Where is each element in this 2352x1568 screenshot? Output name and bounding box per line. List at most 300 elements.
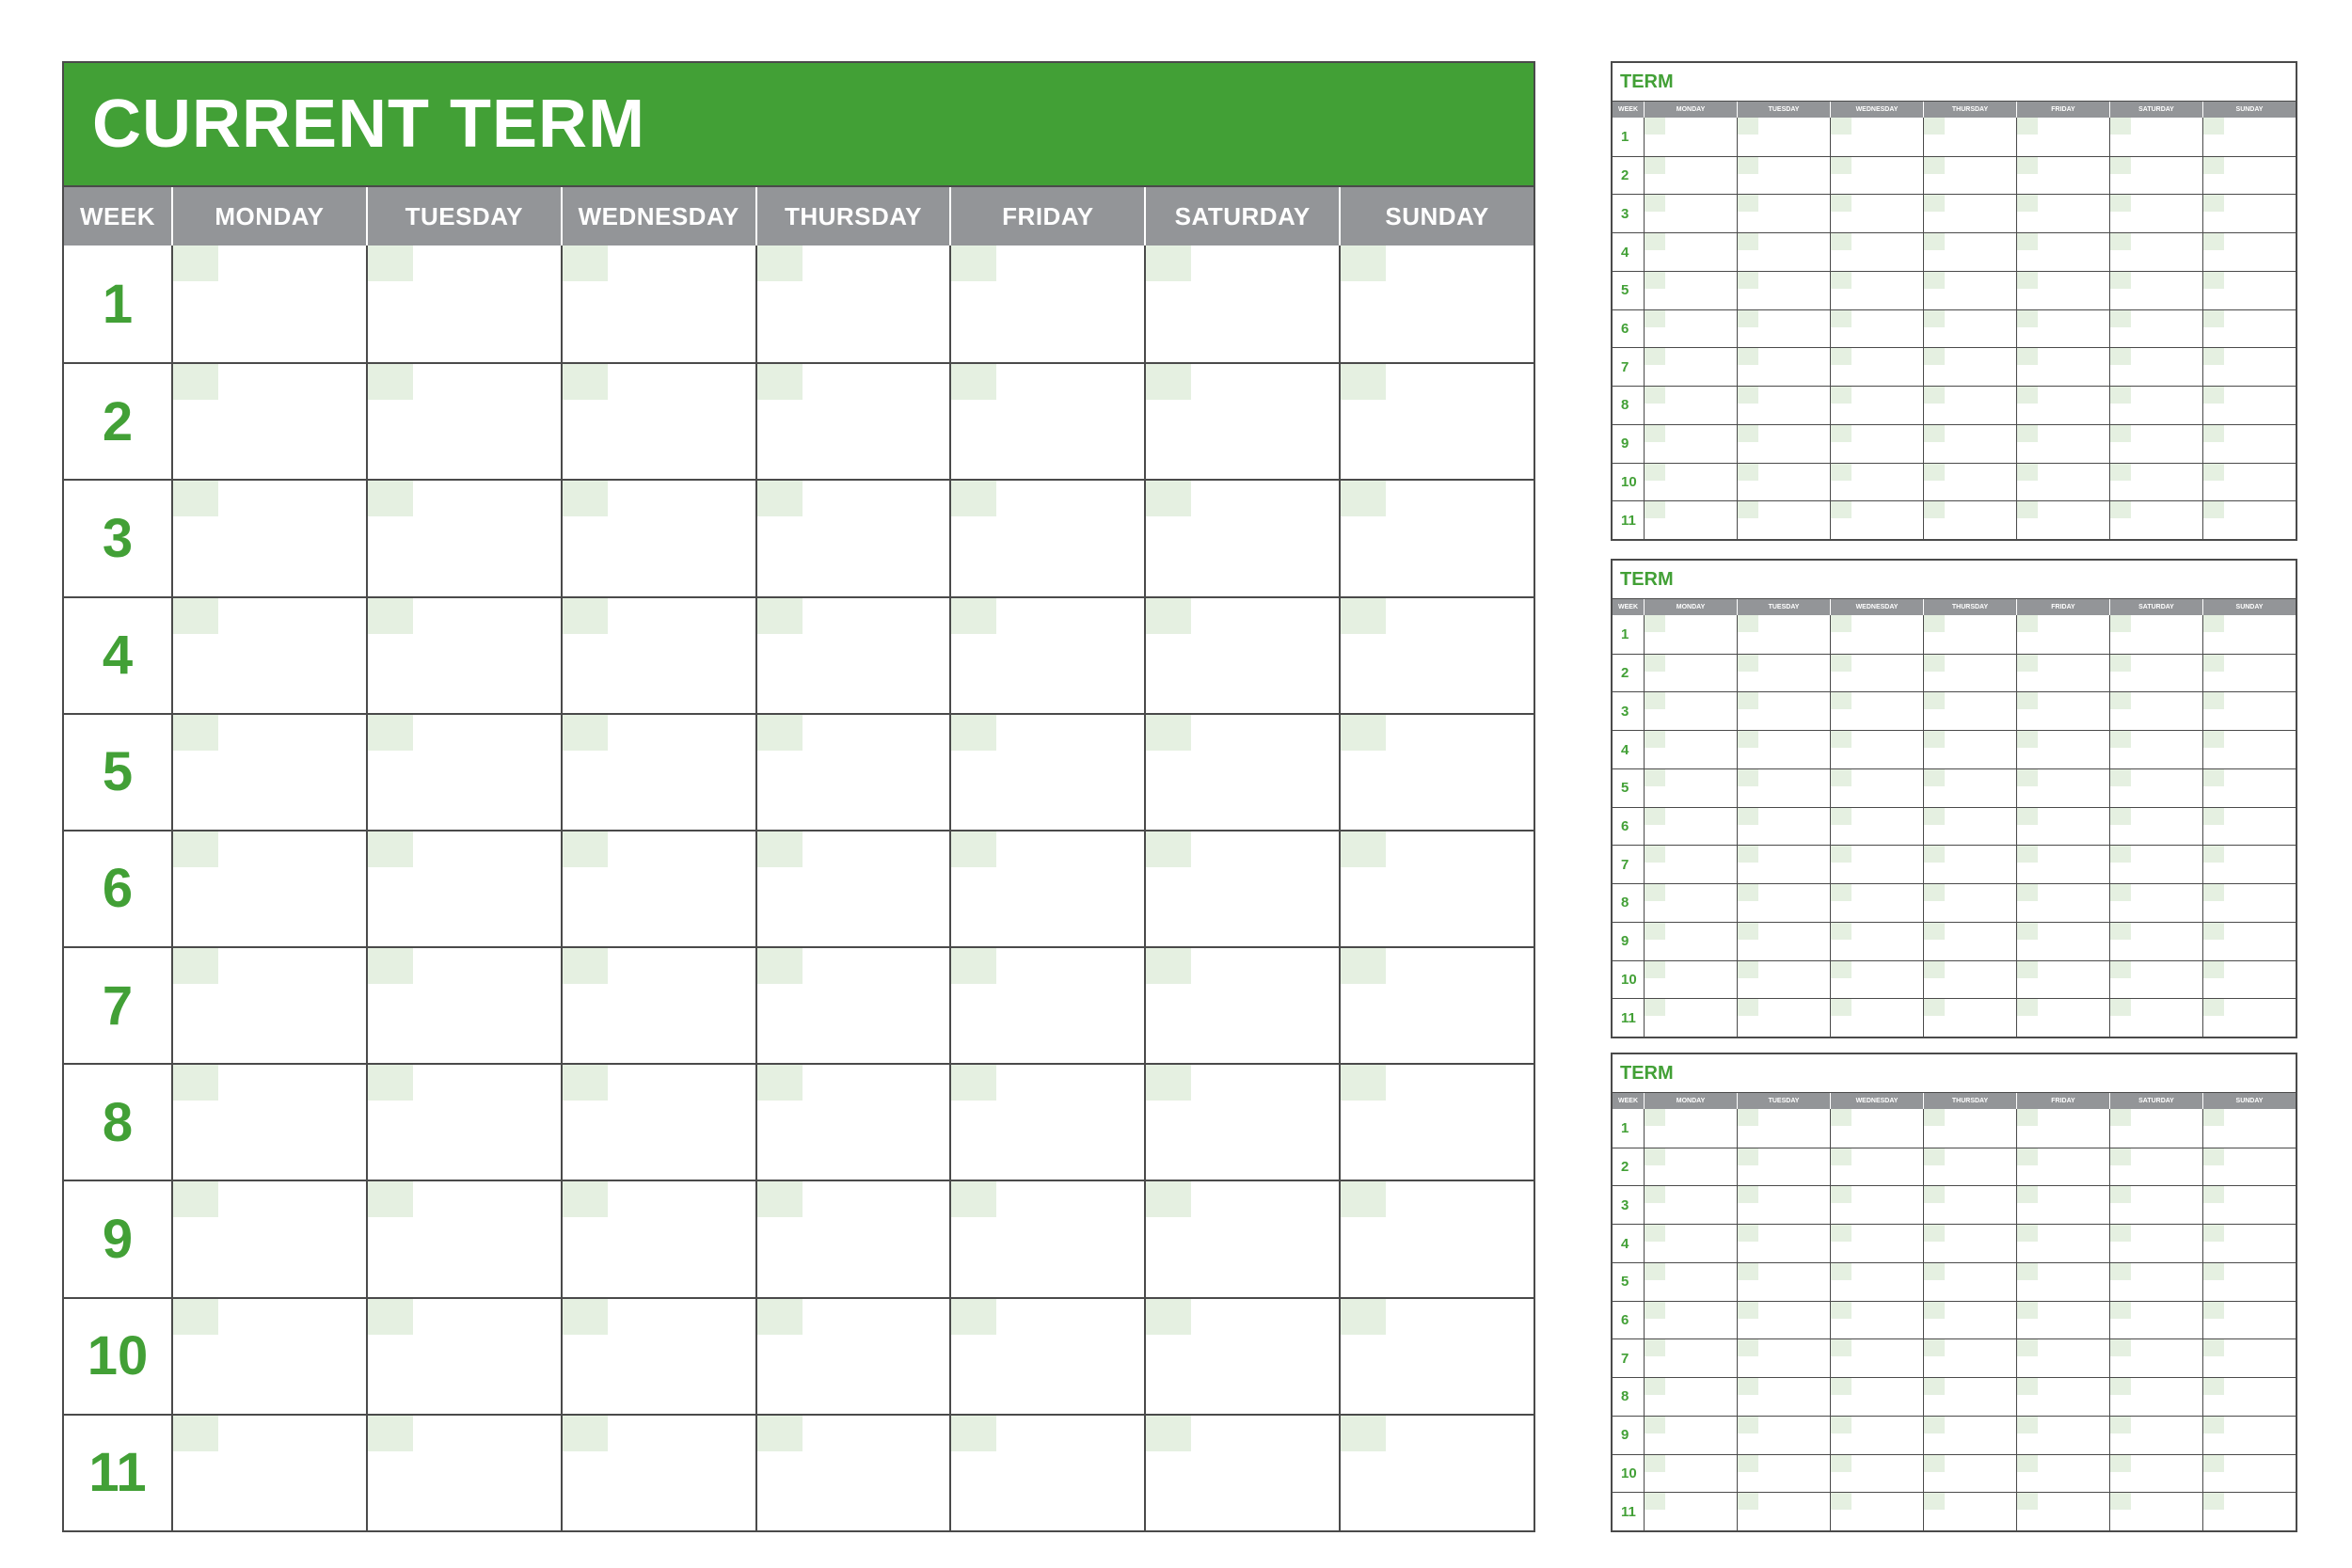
date-box[interactable] xyxy=(951,245,996,281)
day-cell[interactable] xyxy=(1339,1297,1534,1414)
date-box[interactable] xyxy=(1645,195,1665,212)
date-box[interactable] xyxy=(757,364,803,400)
day-cell[interactable] xyxy=(2202,156,2296,195)
date-box[interactable] xyxy=(1645,884,1665,901)
date-box[interactable] xyxy=(1645,846,1665,863)
day-cell[interactable] xyxy=(171,479,366,595)
date-box[interactable] xyxy=(2110,1378,2131,1395)
date-box[interactable] xyxy=(2110,1417,2131,1433)
day-cell[interactable] xyxy=(1737,768,1830,807)
day-cell[interactable] xyxy=(2016,615,2109,654)
date-box[interactable] xyxy=(1924,195,1945,212)
day-cell[interactable] xyxy=(1830,1301,1923,1339)
date-box[interactable] xyxy=(2110,692,2131,709)
date-box[interactable] xyxy=(1645,1455,1665,1472)
day-cell[interactable] xyxy=(1737,309,1830,348)
day-cell[interactable] xyxy=(1339,1414,1534,1530)
date-box[interactable] xyxy=(2203,272,2224,289)
day-cell[interactable] xyxy=(2109,1262,2202,1301)
date-box[interactable] xyxy=(2203,808,2224,825)
day-cell[interactable] xyxy=(1144,713,1339,830)
day-cell[interactable] xyxy=(1644,807,1737,846)
date-box[interactable] xyxy=(1645,157,1665,174)
date-box[interactable] xyxy=(1738,1186,1758,1203)
day-cell[interactable] xyxy=(1644,654,1737,692)
day-cell[interactable] xyxy=(2109,1454,2202,1493)
date-box[interactable] xyxy=(2110,961,2131,978)
date-box[interactable] xyxy=(2203,999,2224,1016)
date-box[interactable] xyxy=(1924,808,1945,825)
date-box[interactable] xyxy=(368,715,413,751)
day-cell[interactable] xyxy=(1923,615,2016,654)
date-box[interactable] xyxy=(173,715,218,751)
day-cell[interactable] xyxy=(1923,1224,2016,1262)
day-cell[interactable] xyxy=(2202,960,2296,999)
day-cell[interactable] xyxy=(1830,500,1923,539)
date-box[interactable] xyxy=(1831,808,1851,825)
day-cell[interactable] xyxy=(561,830,755,946)
day-cell[interactable] xyxy=(2202,500,2296,539)
date-box[interactable] xyxy=(1645,1186,1665,1203)
day-cell[interactable] xyxy=(1644,883,1737,922)
day-cell[interactable] xyxy=(1339,830,1534,946)
date-box[interactable] xyxy=(1924,118,1945,135)
date-box[interactable] xyxy=(1831,272,1851,289)
day-cell[interactable] xyxy=(2202,118,2296,156)
date-box[interactable] xyxy=(2203,501,2224,518)
date-box[interactable] xyxy=(1924,1225,1945,1242)
day-cell[interactable] xyxy=(1923,194,2016,232)
date-box[interactable] xyxy=(2203,233,2224,250)
day-cell[interactable] xyxy=(366,362,561,479)
date-box[interactable] xyxy=(1738,425,1758,442)
day-cell[interactable] xyxy=(1923,691,2016,730)
date-box[interactable] xyxy=(757,1181,803,1217)
day-cell[interactable] xyxy=(1644,845,1737,883)
day-cell[interactable] xyxy=(1644,1338,1737,1377)
day-cell[interactable] xyxy=(755,1063,950,1180)
date-box[interactable] xyxy=(173,1065,218,1101)
day-cell[interactable] xyxy=(2202,386,2296,424)
day-cell[interactable] xyxy=(2016,386,2109,424)
date-box[interactable] xyxy=(1645,1493,1665,1510)
day-cell[interactable] xyxy=(1339,946,1534,1063)
date-box[interactable] xyxy=(563,598,608,634)
day-cell[interactable] xyxy=(2202,347,2296,386)
day-cell[interactable] xyxy=(2202,998,2296,1037)
date-box[interactable] xyxy=(1924,1417,1945,1433)
day-cell[interactable] xyxy=(2202,1301,2296,1339)
date-box[interactable] xyxy=(1341,1181,1386,1217)
date-box[interactable] xyxy=(1831,1378,1851,1395)
date-box[interactable] xyxy=(1738,195,1758,212)
day-cell[interactable] xyxy=(2109,1377,2202,1416)
day-cell[interactable] xyxy=(2202,1492,2296,1530)
day-cell[interactable] xyxy=(171,1063,366,1180)
day-cell[interactable] xyxy=(755,830,950,946)
day-cell[interactable] xyxy=(2109,922,2202,960)
date-box[interactable] xyxy=(2203,387,2224,404)
date-box[interactable] xyxy=(2017,1263,2038,1280)
date-box[interactable] xyxy=(1924,272,1945,289)
date-box[interactable] xyxy=(1645,999,1665,1016)
day-cell[interactable] xyxy=(1644,463,1737,501)
date-box[interactable] xyxy=(2110,233,2131,250)
day-cell[interactable] xyxy=(2202,768,2296,807)
date-box[interactable] xyxy=(2017,1109,2038,1126)
date-box[interactable] xyxy=(2110,272,2131,289)
day-cell[interactable] xyxy=(1737,998,1830,1037)
date-box[interactable] xyxy=(1924,1493,1945,1510)
date-box[interactable] xyxy=(1831,884,1851,901)
day-cell[interactable] xyxy=(1339,479,1534,595)
day-cell[interactable] xyxy=(1830,1454,1923,1493)
date-box[interactable] xyxy=(1831,1148,1851,1165)
date-box[interactable] xyxy=(563,1416,608,1451)
day-cell[interactable] xyxy=(755,1180,950,1296)
day-cell[interactable] xyxy=(1923,1185,2016,1224)
date-box[interactable] xyxy=(563,481,608,516)
date-box[interactable] xyxy=(1924,1302,1945,1319)
date-box[interactable] xyxy=(173,948,218,984)
day-cell[interactable] xyxy=(561,479,755,595)
day-cell[interactable] xyxy=(2016,271,2109,309)
day-cell[interactable] xyxy=(1644,1492,1737,1530)
date-box[interactable] xyxy=(1738,923,1758,940)
day-cell[interactable] xyxy=(1644,730,1737,768)
date-box[interactable] xyxy=(1924,425,1945,442)
date-box[interactable] xyxy=(1645,808,1665,825)
date-box[interactable] xyxy=(1924,923,1945,940)
date-box[interactable] xyxy=(2203,118,2224,135)
date-box[interactable] xyxy=(2203,692,2224,709)
date-box[interactable] xyxy=(1738,1455,1758,1472)
date-box[interactable] xyxy=(1738,272,1758,289)
date-box[interactable] xyxy=(2110,310,2131,327)
date-box[interactable] xyxy=(1738,769,1758,786)
date-box[interactable] xyxy=(1645,501,1665,518)
day-cell[interactable] xyxy=(2016,309,2109,348)
date-box[interactable] xyxy=(1146,598,1191,634)
day-cell[interactable] xyxy=(1830,768,1923,807)
day-cell[interactable] xyxy=(1830,1262,1923,1301)
day-cell[interactable] xyxy=(561,1297,755,1414)
date-box[interactable] xyxy=(2110,501,2131,518)
date-box[interactable] xyxy=(2110,464,2131,481)
day-cell[interactable] xyxy=(2109,386,2202,424)
day-cell[interactable] xyxy=(949,1063,1144,1180)
date-box[interactable] xyxy=(2017,1148,2038,1165)
day-cell[interactable] xyxy=(2202,1185,2296,1224)
day-cell[interactable] xyxy=(2202,691,2296,730)
date-box[interactable] xyxy=(757,715,803,751)
date-box[interactable] xyxy=(2110,348,2131,365)
date-box[interactable] xyxy=(2110,615,2131,632)
date-box[interactable] xyxy=(757,1416,803,1451)
day-cell[interactable] xyxy=(2016,1224,2109,1262)
day-cell[interactable] xyxy=(1923,1148,2016,1186)
date-box[interactable] xyxy=(1146,245,1191,281)
day-cell[interactable] xyxy=(1644,386,1737,424)
day-cell[interactable] xyxy=(1737,1148,1830,1186)
day-cell[interactable] xyxy=(2202,615,2296,654)
day-cell[interactable] xyxy=(1923,845,2016,883)
date-box[interactable] xyxy=(1645,272,1665,289)
date-box[interactable] xyxy=(1831,1455,1851,1472)
date-box[interactable] xyxy=(173,598,218,634)
date-box[interactable] xyxy=(173,1416,218,1451)
day-cell[interactable] xyxy=(949,1180,1144,1296)
day-cell[interactable] xyxy=(2202,1109,2296,1148)
day-cell[interactable] xyxy=(2202,1416,2296,1454)
day-cell[interactable] xyxy=(949,1297,1144,1414)
date-box[interactable] xyxy=(173,364,218,400)
date-box[interactable] xyxy=(2017,692,2038,709)
day-cell[interactable] xyxy=(2109,271,2202,309)
day-cell[interactable] xyxy=(1923,1109,2016,1148)
date-box[interactable] xyxy=(2017,157,2038,174)
day-cell[interactable] xyxy=(1339,362,1534,479)
day-cell[interactable] xyxy=(1737,347,1830,386)
date-box[interactable] xyxy=(1738,1263,1758,1280)
day-cell[interactable] xyxy=(171,245,366,362)
date-box[interactable] xyxy=(1831,1417,1851,1433)
date-box[interactable] xyxy=(1738,464,1758,481)
date-box[interactable] xyxy=(1831,425,1851,442)
day-cell[interactable] xyxy=(2109,1416,2202,1454)
date-box[interactable] xyxy=(1831,1263,1851,1280)
day-cell[interactable] xyxy=(2109,807,2202,846)
date-box[interactable] xyxy=(2110,195,2131,212)
day-cell[interactable] xyxy=(366,946,561,1063)
date-box[interactable] xyxy=(2203,1378,2224,1395)
day-cell[interactable] xyxy=(755,713,950,830)
date-box[interactable] xyxy=(1341,1299,1386,1335)
day-cell[interactable] xyxy=(2202,922,2296,960)
date-box[interactable] xyxy=(1924,310,1945,327)
day-cell[interactable] xyxy=(1923,768,2016,807)
date-box[interactable] xyxy=(2110,1109,2131,1126)
date-box[interactable] xyxy=(2017,233,2038,250)
date-box[interactable] xyxy=(2110,731,2131,748)
day-cell[interactable] xyxy=(561,245,755,362)
day-cell[interactable] xyxy=(2016,922,2109,960)
day-cell[interactable] xyxy=(755,596,950,713)
date-box[interactable] xyxy=(1738,1417,1758,1433)
day-cell[interactable] xyxy=(1737,845,1830,883)
date-box[interactable] xyxy=(2017,769,2038,786)
date-box[interactable] xyxy=(1146,481,1191,516)
date-box[interactable] xyxy=(951,1181,996,1217)
date-box[interactable] xyxy=(1341,832,1386,867)
day-cell[interactable] xyxy=(1830,807,1923,846)
day-cell[interactable] xyxy=(2016,1148,2109,1186)
day-cell[interactable] xyxy=(1923,156,2016,195)
date-box[interactable] xyxy=(757,1065,803,1101)
day-cell[interactable] xyxy=(171,946,366,1063)
date-box[interactable] xyxy=(1924,387,1945,404)
day-cell[interactable] xyxy=(1644,232,1737,271)
day-cell[interactable] xyxy=(2109,768,2202,807)
day-cell[interactable] xyxy=(1644,1109,1737,1148)
day-cell[interactable] xyxy=(2016,1454,2109,1493)
day-cell[interactable] xyxy=(755,946,950,1063)
date-box[interactable] xyxy=(1341,948,1386,984)
date-box[interactable] xyxy=(1645,1302,1665,1319)
day-cell[interactable] xyxy=(1644,500,1737,539)
day-cell[interactable] xyxy=(1830,730,1923,768)
date-box[interactable] xyxy=(1341,364,1386,400)
date-box[interactable] xyxy=(2203,1302,2224,1319)
date-box[interactable] xyxy=(1645,923,1665,940)
day-cell[interactable] xyxy=(949,830,1144,946)
date-box[interactable] xyxy=(1831,999,1851,1016)
date-box[interactable] xyxy=(1645,769,1665,786)
date-box[interactable] xyxy=(2017,464,2038,481)
day-cell[interactable] xyxy=(2109,845,2202,883)
day-cell[interactable] xyxy=(2109,156,2202,195)
day-cell[interactable] xyxy=(1737,1185,1830,1224)
date-box[interactable] xyxy=(1645,310,1665,327)
date-box[interactable] xyxy=(368,1181,413,1217)
day-cell[interactable] xyxy=(755,362,950,479)
date-box[interactable] xyxy=(2203,769,2224,786)
date-box[interactable] xyxy=(1831,233,1851,250)
date-box[interactable] xyxy=(368,364,413,400)
day-cell[interactable] xyxy=(561,713,755,830)
date-box[interactable] xyxy=(2110,1302,2131,1319)
day-cell[interactable] xyxy=(949,1414,1144,1530)
date-box[interactable] xyxy=(1924,1109,1945,1126)
day-cell[interactable] xyxy=(1737,654,1830,692)
date-box[interactable] xyxy=(757,598,803,634)
date-box[interactable] xyxy=(2017,272,2038,289)
date-box[interactable] xyxy=(1341,1065,1386,1101)
date-box[interactable] xyxy=(563,1299,608,1335)
day-cell[interactable] xyxy=(1830,1109,1923,1148)
day-cell[interactable] xyxy=(1644,691,1737,730)
date-box[interactable] xyxy=(1146,364,1191,400)
date-box[interactable] xyxy=(1924,615,1945,632)
date-box[interactable] xyxy=(2017,310,2038,327)
day-cell[interactable] xyxy=(949,479,1144,595)
date-box[interactable] xyxy=(2017,884,2038,901)
date-box[interactable] xyxy=(1146,832,1191,867)
date-box[interactable] xyxy=(2017,615,2038,632)
date-box[interactable] xyxy=(173,481,218,516)
date-box[interactable] xyxy=(368,1416,413,1451)
date-box[interactable] xyxy=(951,832,996,867)
day-cell[interactable] xyxy=(171,362,366,479)
day-cell[interactable] xyxy=(366,713,561,830)
day-cell[interactable] xyxy=(1144,245,1339,362)
date-box[interactable] xyxy=(951,481,996,516)
day-cell[interactable] xyxy=(1737,500,1830,539)
day-cell[interactable] xyxy=(1644,998,1737,1037)
day-cell[interactable] xyxy=(1923,232,2016,271)
day-cell[interactable] xyxy=(1644,309,1737,348)
day-cell[interactable] xyxy=(1644,922,1737,960)
date-box[interactable] xyxy=(2110,655,2131,672)
day-cell[interactable] xyxy=(2016,463,2109,501)
day-cell[interactable] xyxy=(1737,1224,1830,1262)
date-box[interactable] xyxy=(1645,1339,1665,1356)
day-cell[interactable] xyxy=(1923,1262,2016,1301)
day-cell[interactable] xyxy=(2109,232,2202,271)
day-cell[interactable] xyxy=(1737,232,1830,271)
date-box[interactable] xyxy=(951,364,996,400)
day-cell[interactable] xyxy=(2016,730,2109,768)
day-cell[interactable] xyxy=(1830,1148,1923,1186)
date-box[interactable] xyxy=(951,948,996,984)
day-cell[interactable] xyxy=(1644,1262,1737,1301)
day-cell[interactable] xyxy=(1737,1492,1830,1530)
day-cell[interactable] xyxy=(2202,463,2296,501)
date-box[interactable] xyxy=(563,832,608,867)
date-box[interactable] xyxy=(1831,692,1851,709)
date-box[interactable] xyxy=(951,1065,996,1101)
day-cell[interactable] xyxy=(1830,463,1923,501)
day-cell[interactable] xyxy=(366,245,561,362)
day-cell[interactable] xyxy=(2202,424,2296,463)
date-box[interactable] xyxy=(1924,731,1945,748)
day-cell[interactable] xyxy=(2109,1224,2202,1262)
date-box[interactable] xyxy=(757,948,803,984)
date-box[interactable] xyxy=(2017,1493,2038,1510)
day-cell[interactable] xyxy=(2016,500,2109,539)
day-cell[interactable] xyxy=(949,596,1144,713)
date-box[interactable] xyxy=(1341,598,1386,634)
date-box[interactable] xyxy=(1831,1186,1851,1203)
date-box[interactable] xyxy=(1738,961,1758,978)
day-cell[interactable] xyxy=(2109,463,2202,501)
date-box[interactable] xyxy=(1831,846,1851,863)
day-cell[interactable] xyxy=(2109,1301,2202,1339)
date-box[interactable] xyxy=(2203,731,2224,748)
day-cell[interactable] xyxy=(1644,1224,1737,1262)
date-box[interactable] xyxy=(951,1299,996,1335)
date-box[interactable] xyxy=(2203,310,2224,327)
date-box[interactable] xyxy=(1924,961,1945,978)
day-cell[interactable] xyxy=(1830,1338,1923,1377)
date-box[interactable] xyxy=(1831,501,1851,518)
date-box[interactable] xyxy=(2017,195,2038,212)
day-cell[interactable] xyxy=(2109,118,2202,156)
date-box[interactable] xyxy=(1831,1225,1851,1242)
date-box[interactable] xyxy=(1738,501,1758,518)
date-box[interactable] xyxy=(1831,464,1851,481)
date-box[interactable] xyxy=(2203,846,2224,863)
date-box[interactable] xyxy=(757,245,803,281)
day-cell[interactable] xyxy=(2202,845,2296,883)
date-box[interactable] xyxy=(368,481,413,516)
date-box[interactable] xyxy=(173,245,218,281)
day-cell[interactable] xyxy=(1923,1416,2016,1454)
date-box[interactable] xyxy=(2017,1302,2038,1319)
day-cell[interactable] xyxy=(1737,463,1830,501)
day-cell[interactable] xyxy=(1737,730,1830,768)
date-box[interactable] xyxy=(2017,1417,2038,1433)
day-cell[interactable] xyxy=(171,713,366,830)
date-box[interactable] xyxy=(1645,387,1665,404)
day-cell[interactable] xyxy=(2109,960,2202,999)
day-cell[interactable] xyxy=(561,596,755,713)
day-cell[interactable] xyxy=(1144,362,1339,479)
date-box[interactable] xyxy=(1924,884,1945,901)
day-cell[interactable] xyxy=(1830,347,1923,386)
day-cell[interactable] xyxy=(1830,691,1923,730)
date-box[interactable] xyxy=(368,1299,413,1335)
